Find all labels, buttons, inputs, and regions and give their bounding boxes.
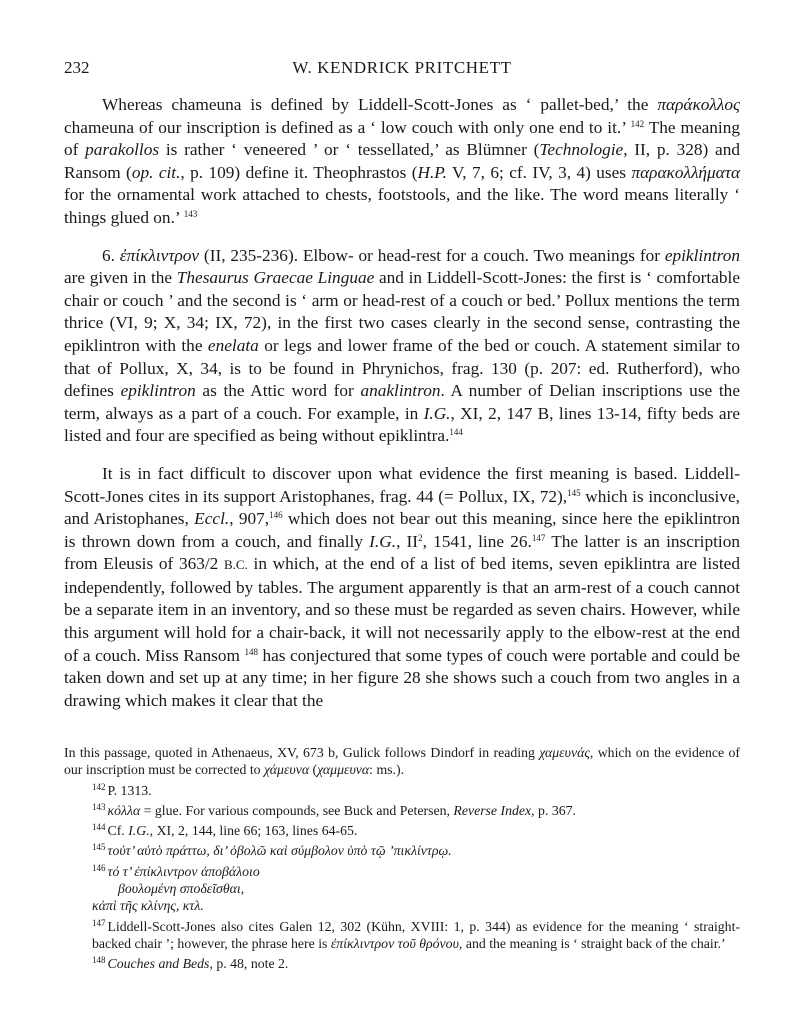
paragraph-epiklintron: 6. ἐπίκλιντρον (II, 235-236). Elbow- or head-rest for a couch. Two meanings for epiklintron are given in the Thesaurus Graecae Linguae and in Liddell-Scott-Jones: the first is ‘ comfortable chair or couch ’ and the second is ‘ arm or head-rest of a couch or bed.’ Pollux mentions the term thrice (VI, 9; X, 34; IX, 72), in the first two cases clearly in the second sense, contrasting the epiklintron with the enelata or legs and lower frame of the bed or couch. A statement similar to that of Pollux, X, 34, is to be found in Phrynichos, frag. 130 (p. 207: ed. Rutherford), who defines epiklintron as the Attic word for anaklintron. A number of Delian inscriptions use the term, always as a part of a couch. For example, in I.G., XI, 2, 147 B, lines 13-14, fifty beds are listed and four are specified as being without epiklintra.$^{144}$ [64, 245, 741, 446]
footnote-continuation: In this passage, quoted in Athenaeus, XV, 673 b, Gulick follows Dindorf in reading χαμευνάς, which on the evidence of our inscription must be corrected to χάμευνα (χαμμευνα: ms.). [64, 745, 740, 778]
footnote-ref: 143 [183, 208, 198, 219]
footnote-143: $^{143}$ κόλλα = glue. For various compounds, see Buck and Petersen, Reverse Index, p. 367. [92, 801, 576, 818]
footnote-146-verse-3: κἀπὶ τῆς κλίνης, κτλ. [92, 898, 204, 914]
footnote-146: $^{146}$ τό τ’ ἐπίκλιντρον ἀποβάλοιο [92, 862, 260, 879]
running-head: W. KENDRICK PRITCHETT [292, 58, 512, 77]
footnote-147: $^{147}$ Liddell-Scott-Jones also cites Galen 12, 302 (Kühn, XVIII: 1, p. 344) as evidence for the meaning ‘ straight-backed chair ’; however, the phrase here is ἐπίκλιντρον τοῦ θρόνου, and the meaning is ‘ straight back of the chair.’ [92, 917, 740, 951]
footnote-ref: 145 [567, 487, 581, 498]
footnote-ref: 142 [630, 118, 645, 129]
footnote-ref: 148 [244, 646, 258, 657]
page-number: 232 [64, 58, 90, 77]
footnote-144: $^{144}$ Cf. I.G., XI, 2, 144, line 66; 163, lines 64-65. [92, 822, 358, 839]
footnote-148: $^{148}$ Couches and Beds, p. 48, note 2. [92, 955, 289, 972]
page-header [64, 58, 740, 82]
footnote-ref: 147 [531, 532, 546, 543]
edition-superscript: 2 [418, 532, 423, 543]
paragraph-evidence: It is in fact difficult to discover upon what evidence the first meaning is based. Liddell-Scott-Jones cites in its support Aristophanes, frag. 44 (= Pollux, IX, 72),$^{145}$ which is inconclusive, and Aristophanes, Eccl., 907,$^{146}$ which does not bear out this meaning, since here the epiklintron is thrown down from a couch, and finally I.G., $II^2$, 1541, line 26.$^{147}$ The latter is an inscription from Eleusis of 363/2 B.C. in which, at the end of a list of bed items, seven epiklintra are listed independently, followed by tables. The argument apparently is that an arm-rest of a couch cannot be a separate item in an inventory, and so these must be regarded as seven chairs. However, while this argument will hold for a chair-back, it will not necessarily apply to the elbow-rest at the end of a couch. Miss Ransom $^{148}$ has conjectured that some types of couch were portable and could be taken down and set up at any time; in her figure 28 she shows such a couch from two angles in a drawing which makes it clear that the [64, 463, 741, 710]
paragraph-chameuna: Whereas chameuna is defined by Liddell-Scott-Jones as ‘ pallet-bed,’ the παράκολλος chameuna of our inscription is defined as a ‘ low couch with only one end to it.’ $^{142}$ The meaning of parakollos is rather ‘ veneered ’ or ‘ tessellated,’ as Blümner (Technologie, II, p. 328) and Ransom (op. cit., p. 109) define it. Theophrastos (H.P. V, 7, 6; cf. IV, 3, 4) uses παρακολλήματα for the ornamental work attached to chests, footstools, and the like. The word means literally ‘ things glued on.’ $^{143}$ [64, 95, 741, 227]
main-text [64, 94, 740, 727]
footnotes [64, 744, 740, 973]
footnote-ref: 144 [449, 427, 463, 438]
footnote-142: $^{142}$ P. 1313. [92, 781, 152, 798]
footnote-ref: 146 [269, 510, 283, 521]
footnote-145: $^{145}$ τοὐτ’ αὐτὸ πράττω, δι’ ὀβολῶ καὶ σύμβολον ὑπὸ τῷ ’πικλίντρῳ. [92, 842, 452, 859]
footnote-146-verse-2: βουλομένη σποδεῖσθαι, [118, 881, 245, 897]
